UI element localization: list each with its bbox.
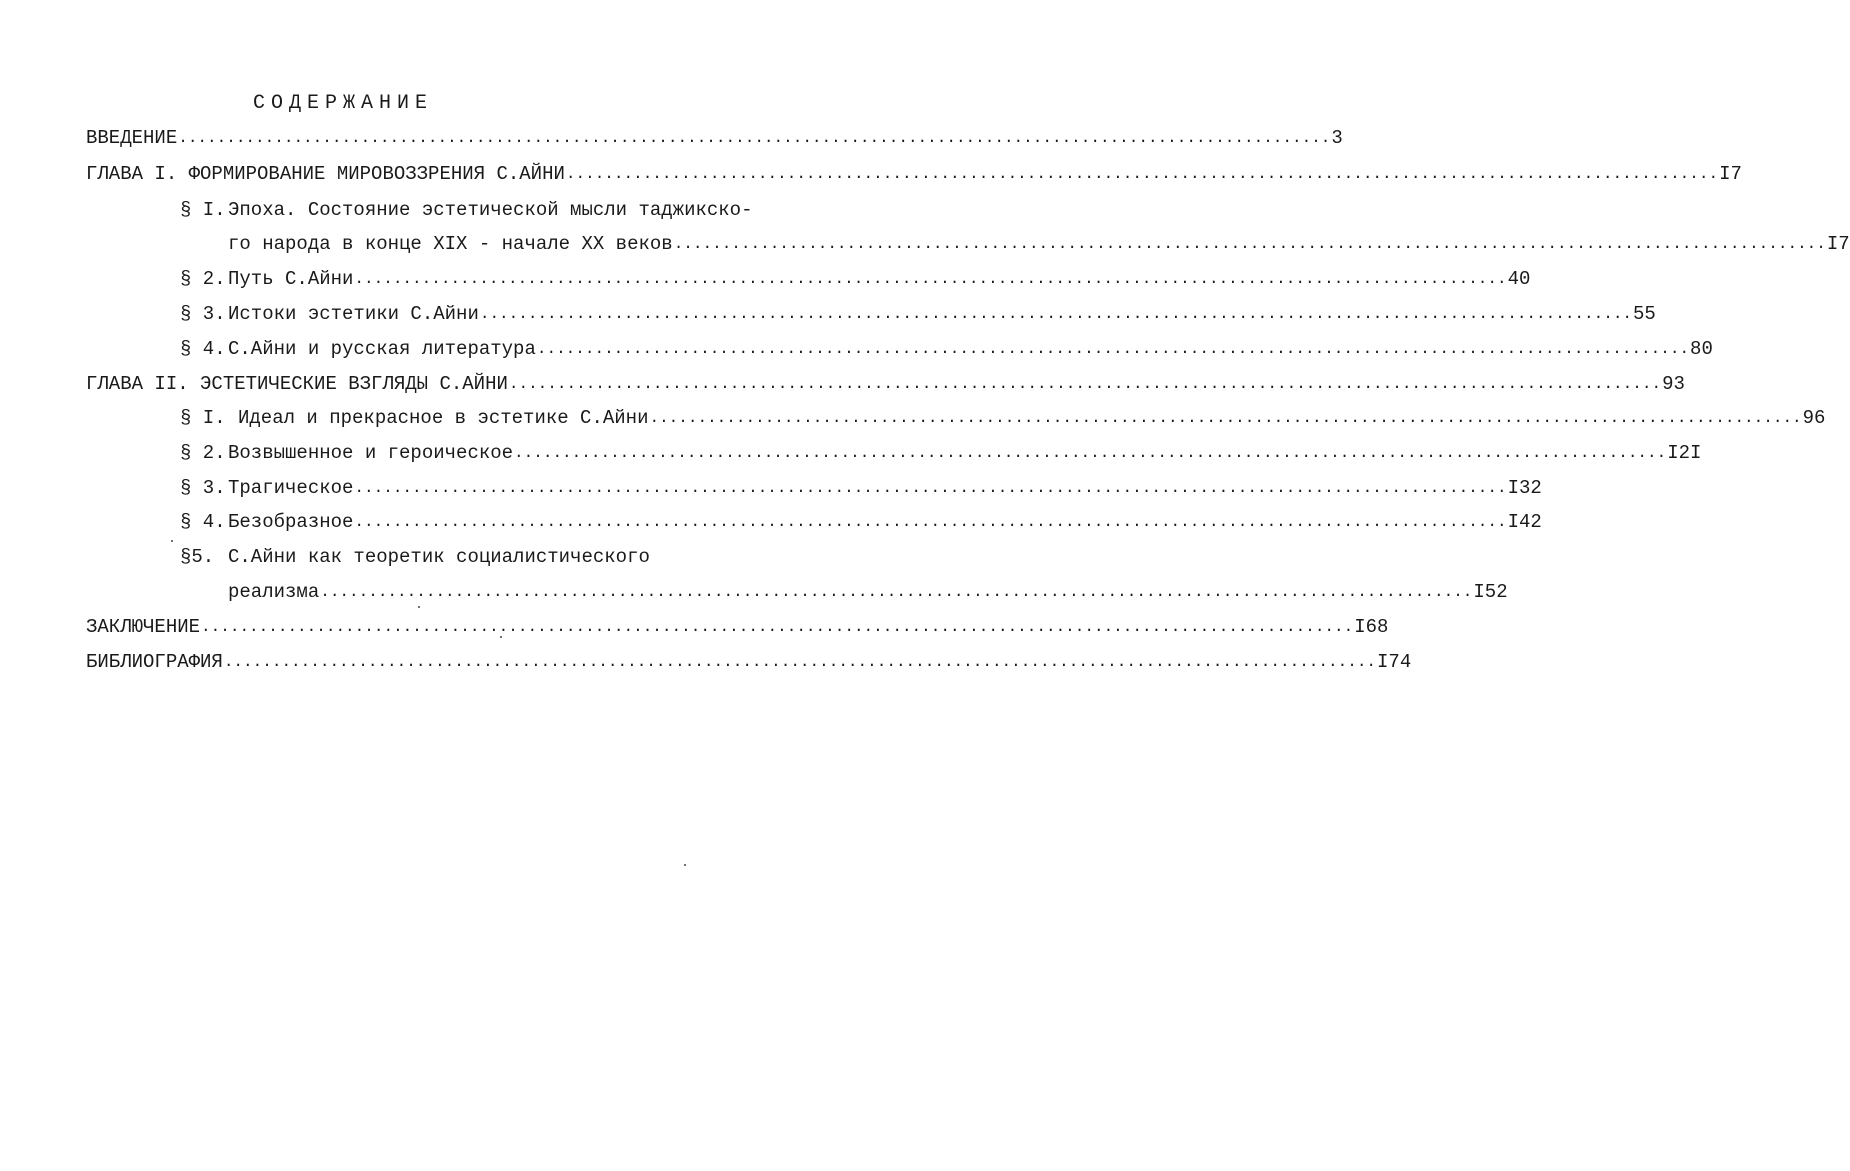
toc-entry-ch1-s2 — [180, 267, 1531, 291]
toc-entry-intro — [86, 126, 1343, 150]
dot-leader: ........................................................................................................................ — [479, 305, 1633, 323]
toc-page-number: I32 — [1507, 477, 1542, 499]
section-symbol: § I. — [180, 199, 226, 221]
scan-speck — [500, 636, 502, 638]
toc-entry-ch2-s2 — [180, 441, 1702, 465]
toc-page-number: I7 — [1826, 233, 1850, 255]
toc-entry-text: Путь С.Айни — [228, 268, 354, 290]
dot-leader: ........................................................................................................................ — [201, 618, 1354, 636]
toc-entry-text: Трагическое — [228, 477, 354, 499]
toc-entry-label: ВВЕДЕНИЕ — [86, 127, 178, 149]
scan-speck — [684, 864, 686, 866]
toc-entry-label — [180, 476, 353, 500]
section-symbol: § 3. — [180, 477, 226, 499]
dot-leader: ........................................................................................................................ — [178, 129, 1331, 147]
dot-leader: ........................................................................................................................ — [320, 583, 1473, 601]
section-symbol: § 4. — [180, 338, 226, 360]
toc-page-number: 80 — [1690, 338, 1713, 360]
toc-entry-label — [180, 510, 353, 534]
toc-entry-text: Возвышенное и героическое — [228, 442, 514, 464]
section-symbol: § 2. — [180, 268, 226, 290]
toc-entry-label — [180, 302, 479, 326]
dot-leader: ........................................................................................................................ — [508, 375, 1662, 393]
toc-entry-text: Безобразное — [228, 511, 354, 533]
toc-entry-label: го народа в конце XIX - начале XX веков — [228, 233, 673, 255]
dot-leader: ........................................................................................................................ — [354, 270, 1507, 288]
toc-entry-label: ГЛАВА I. ФОРМИРОВАНИЕ МИРОВОЗЗРЕНИЯ С.АЙНИ — [86, 163, 565, 185]
toc-page-number: I52 — [1473, 581, 1508, 603]
toc-page-number: 96 — [1802, 407, 1826, 429]
toc-page-number: 3 — [1331, 127, 1343, 149]
toc-entry-label — [180, 337, 536, 361]
toc-entry-text: Идеал и прекрасное в эстетике С.Айни — [238, 407, 649, 429]
toc-entry-label: реализма — [228, 581, 320, 603]
toc-page-number: I7 — [1719, 163, 1742, 185]
scan-speck — [171, 540, 173, 542]
toc-entry-ch2-s5-line2 — [228, 580, 1508, 604]
section-symbol: § 4. — [180, 511, 226, 533]
toc-page-number: 40 — [1507, 268, 1531, 290]
dot-leader: ........................................................................................................................ — [673, 235, 1826, 253]
toc-entry-ch2-s5-line1 — [180, 545, 650, 569]
toc-entry-ch2-s1 — [180, 406, 1826, 430]
toc-entry-label: ЗАКЛЮЧЕНИЕ — [86, 616, 201, 638]
dot-leader: ........................................................................................................................ — [354, 513, 1507, 531]
page-title: СОДЕРЖАНИЕ — [252, 92, 434, 115]
toc-page-number: I42 — [1507, 511, 1542, 533]
toc-entry-bibliography — [86, 650, 1412, 674]
toc-entry-ch1-s1-line1 — [180, 198, 753, 222]
section-symbol: § 3. — [180, 303, 226, 325]
toc-entry-label — [180, 406, 648, 430]
toc-entry-text: С.Айни и русская литература — [228, 338, 536, 360]
dot-leader: ........................................................................................................................ — [649, 409, 1802, 427]
section-symbol: § 2. — [180, 442, 226, 464]
toc-entry-ch2-s4 — [180, 510, 1542, 534]
scan-speck — [418, 606, 420, 608]
toc-entry-ch1-s4 — [180, 337, 1713, 361]
toc-entry-label: Эпоха. Состояние эстетической мысли таджикско- — [228, 199, 753, 221]
toc-entry-label: БИБЛИОГРАФИЯ — [86, 651, 223, 673]
toc-page-number: I2I — [1667, 442, 1702, 464]
toc-entry-chapter-1 — [86, 162, 1742, 186]
dot-leader: ........................................................................................................................ — [354, 479, 1507, 497]
dot-leader: ........................................................................................................................ — [536, 340, 1690, 358]
toc-entry-ch2-s3 — [180, 476, 1542, 500]
toc-entry-text: Истоки эстетики С.Айни — [228, 303, 479, 325]
toc-page-number: 55 — [1633, 303, 1656, 325]
toc-entry-label: ГЛАВА II. ЭСТЕТИЧЕСКИЕ ВЗГЛЯДЫ С.АЙНИ — [86, 373, 508, 395]
toc-entry-label — [180, 441, 513, 465]
toc-page-number: 93 — [1662, 373, 1685, 395]
section-symbol: § I. — [180, 407, 226, 429]
toc-page-number: I74 — [1377, 651, 1412, 673]
toc-entry-label: С.Айни как теоретик социалистического — [228, 546, 650, 568]
toc-entry-ch1-s1-line2 — [228, 232, 1850, 256]
dot-leader: ........................................................................................................................ — [514, 444, 1667, 462]
toc-entry-ch1-s3 — [180, 302, 1656, 326]
toc-entry-conclusion — [86, 615, 1389, 639]
section-symbol: §5. — [180, 546, 215, 568]
toc-page-number: I68 — [1354, 616, 1389, 638]
toc-entry-chapter-2 — [86, 372, 1685, 396]
toc-entry-label — [180, 267, 353, 291]
dot-leader: ........................................................................................................................ — [565, 165, 1719, 183]
dot-leader: ........................................................................................................................ — [223, 653, 1377, 671]
